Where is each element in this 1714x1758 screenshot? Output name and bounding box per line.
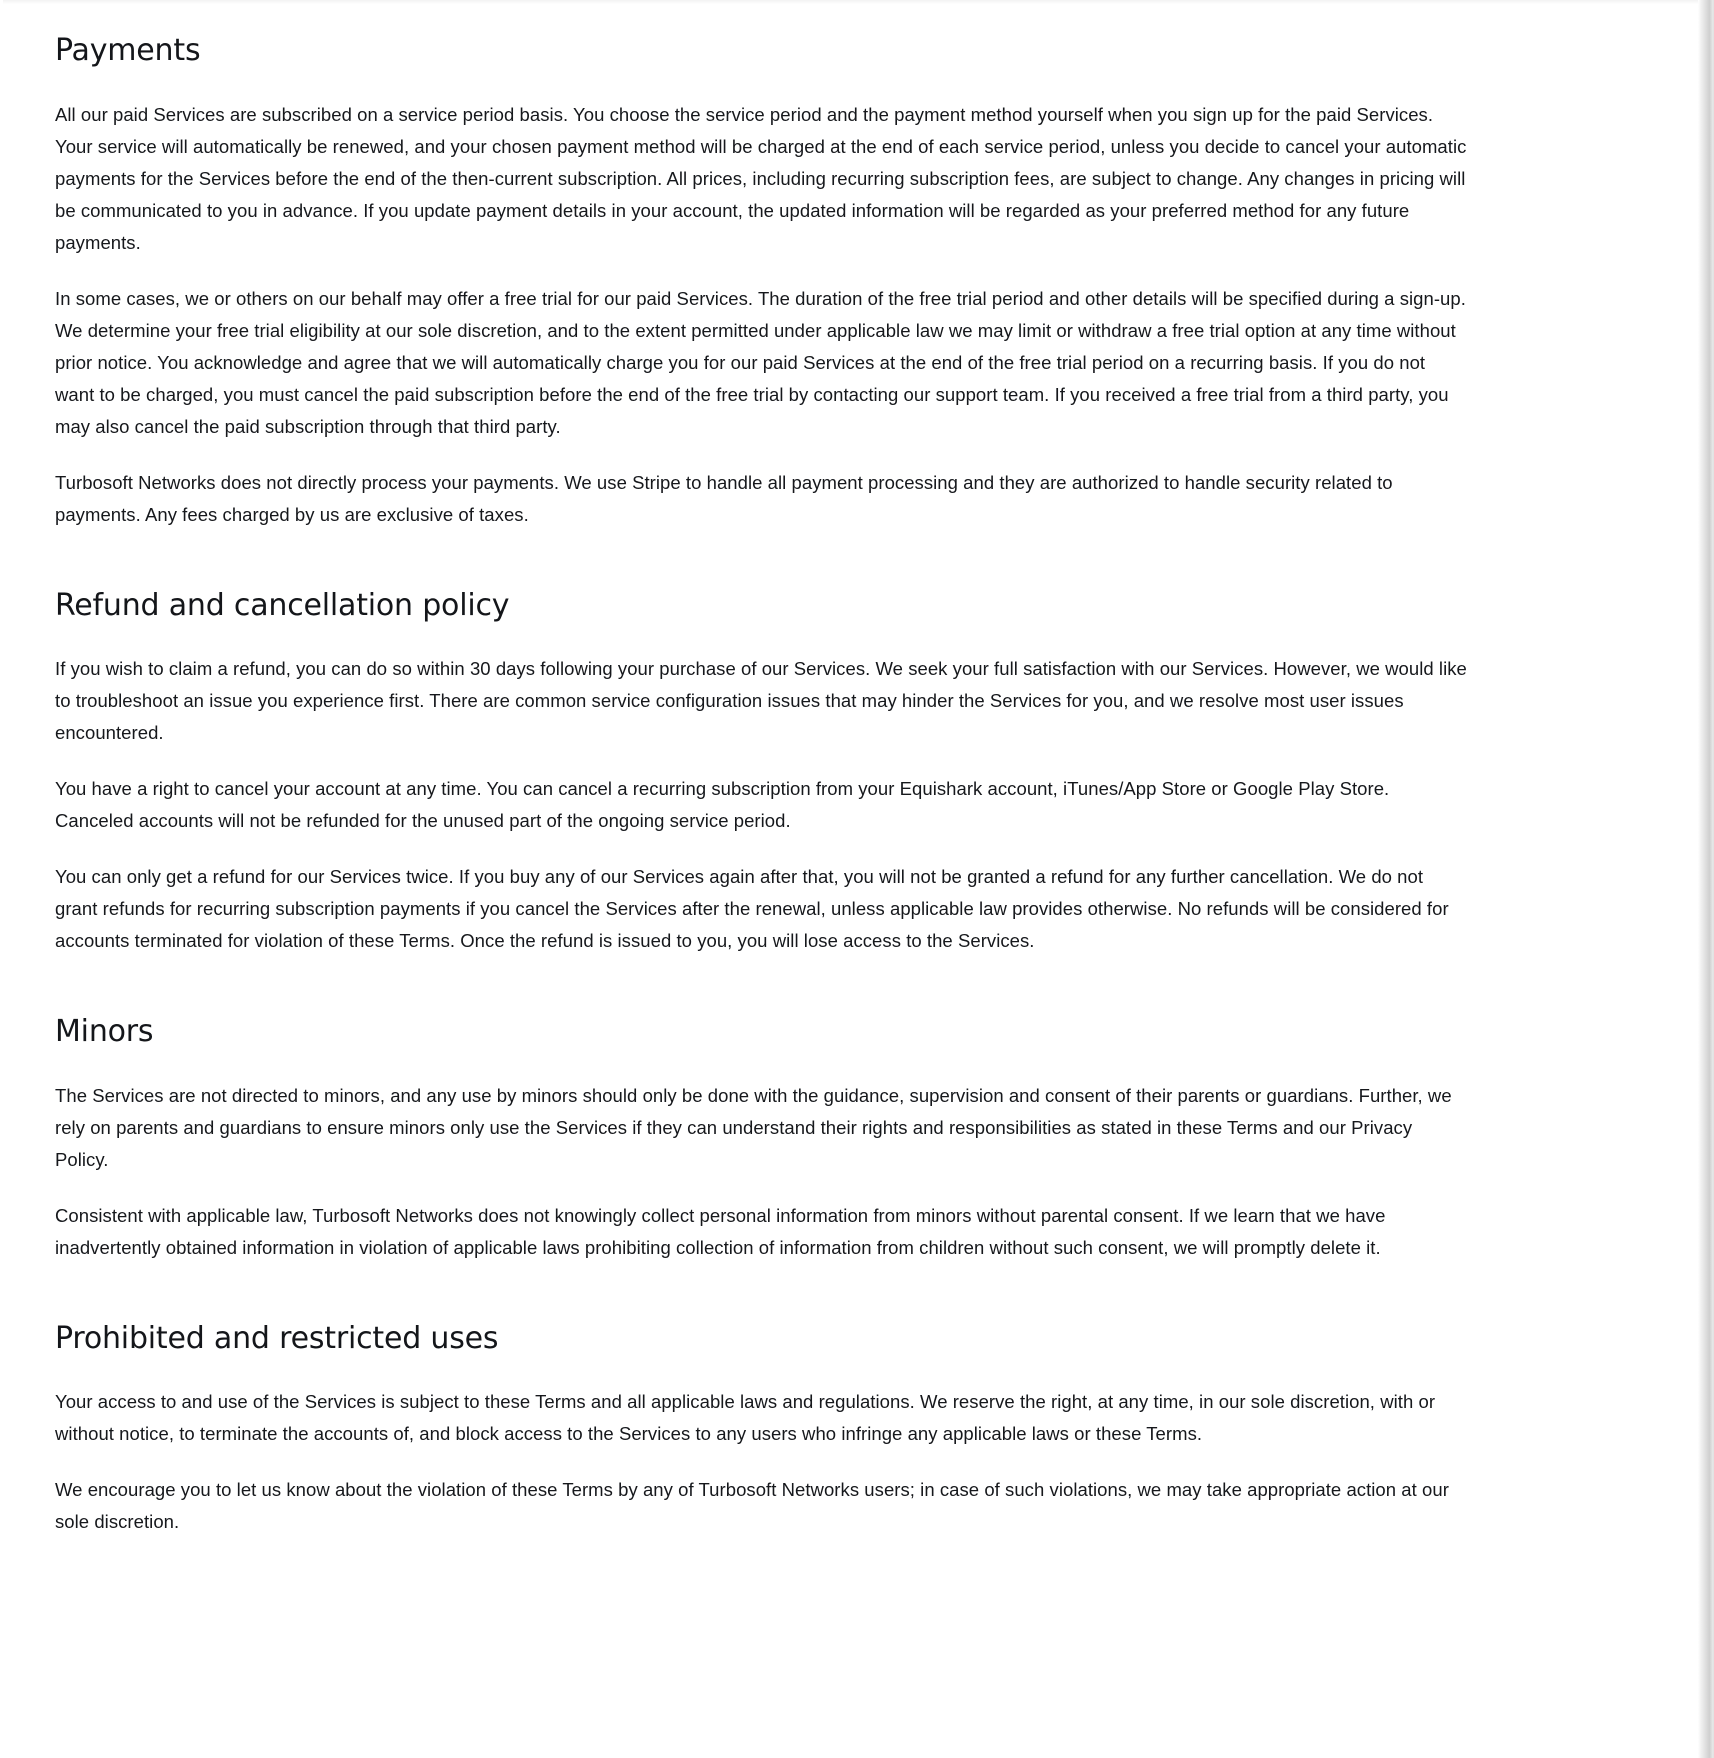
paragraph: In some cases, we or others on our behalf may offer a free trial for our paid Services. The duration of the free trial period and other details will be specified during a sign-up. We determine your free trial eligibility at our sole discretion, and to the extent permitted under applicable law we may limit or withdraw a free trial option at any time without prior notice. You acknowledge and agree that we will automatically charge you for our paid Services at the end of the free trial period on a recurring basis. If you do not want to be charged, you must cancel the paid subscription before the end of the free trial by contacting our support team. If you received a free trial from a third party, you may also cancel the paid subscription through that third party. (55, 287, 1466, 437)
section-prohibited-and-restricted-uses (55, 1320, 1467, 1539)
section-heading-prohibited-and-restricted-uses: Prohibited and restricted uses (55, 1320, 499, 1356)
paragraph: We encourage you to let us know about the violation of these Terms by any of Turbosoft Networks users; in case of such violations, we may take appropriate action at our sole discretion. (55, 1479, 1449, 1532)
paragraph: If you wish to claim a refund, you can do so within 30 days following your purchase of our Services. We seek your full satisfaction with our Services. However, we would like to troubleshoot an issue you experience first. There are common service configuration issues that may hinder the Services for you, and we resolve most user issues encountered. (55, 658, 1467, 743)
section-heading-payments: Payments (55, 33, 201, 68)
paragraph: You can only get a refund for our Services twice. If you buy any of our Services again after that, you will not be granted a refund for any further cancellation. We do not grant refunds for recurring subscription payments if you cancel the Services after the renewal, unless applicable law provides otherwise. No refunds will be considered for accounts terminated for violation of these Terms. Once the refund is issued to you, you will lose access to the Services. (55, 866, 1449, 951)
paragraph: Consistent with applicable law, Turbosoft Networks does not knowingly collect personal information from minors without parental consent. If we learn that we have inadvertently obtained information in violation of applicable laws prohibiting collection of information from children without such consent, we will promptly delete it. (55, 1204, 1386, 1258)
section-heading-refund-and-cancellation-policy: Refund and cancellation policy (55, 587, 510, 623)
viewport-top-edge (3, 0, 1700, 4)
section-minors (55, 1013, 1467, 1264)
document-content (55, 0, 1467, 1538)
paragraph: Your access to and use of the Services is subject to these Terms and all applicable laws and regulations. We reserve the right, at any time, in our sole discretion, with or without notice, to terminate the accounts of, and block access to the Services to any users who infringe any applicable laws or these Terms. (55, 1391, 1436, 1444)
vertical-scrollbar[interactable] (1698, 0, 1714, 1758)
paragraph: You have a right to cancel your account at any time. You can cancel a recurring subscription from your Equishark account, iTunes/App Store or Google Play Store. Canceled accounts will not be refunded for the unused part of the ongoing service period. (55, 778, 1390, 831)
section-refund-and-cancellation-policy (55, 587, 1467, 958)
paragraph: Turbosoft Networks does not directly process your payments. We use Stripe to handle all payment processing and they are authorized to handle security related to payments. Any fees charged by us are exclusive of taxes. (55, 471, 1393, 525)
section-heading-minors: Minors (55, 1014, 154, 1049)
section-payments (55, 0, 1467, 531)
paragraph: The Services are not directed to minors, and any use by minors should only be done with the guidance, supervision and consent of their parents or guardians. Further, we rely on parents and guardians to ensure minors only use the Services if they can understand their rights and responsibilities as stated in these Terms and our Privacy Policy. (55, 1084, 1452, 1170)
paragraph: All our paid Services are subscribed on a service period basis. You choose the service period and the payment method yourself when you sign up for the paid Services. Your service will automatically be renewed, and your chosen payment method will be charged at the end of each service period, unless you decide to cancel your automatic payments for the Services before the end of the then-current subscription. All prices, including recurring subscription fees, are subject to change. Any changes in pricing will be communicated to you in advance. If you update payment details in your account, the updated information will be regarded as your preferred method for any future payments. (55, 103, 1467, 253)
